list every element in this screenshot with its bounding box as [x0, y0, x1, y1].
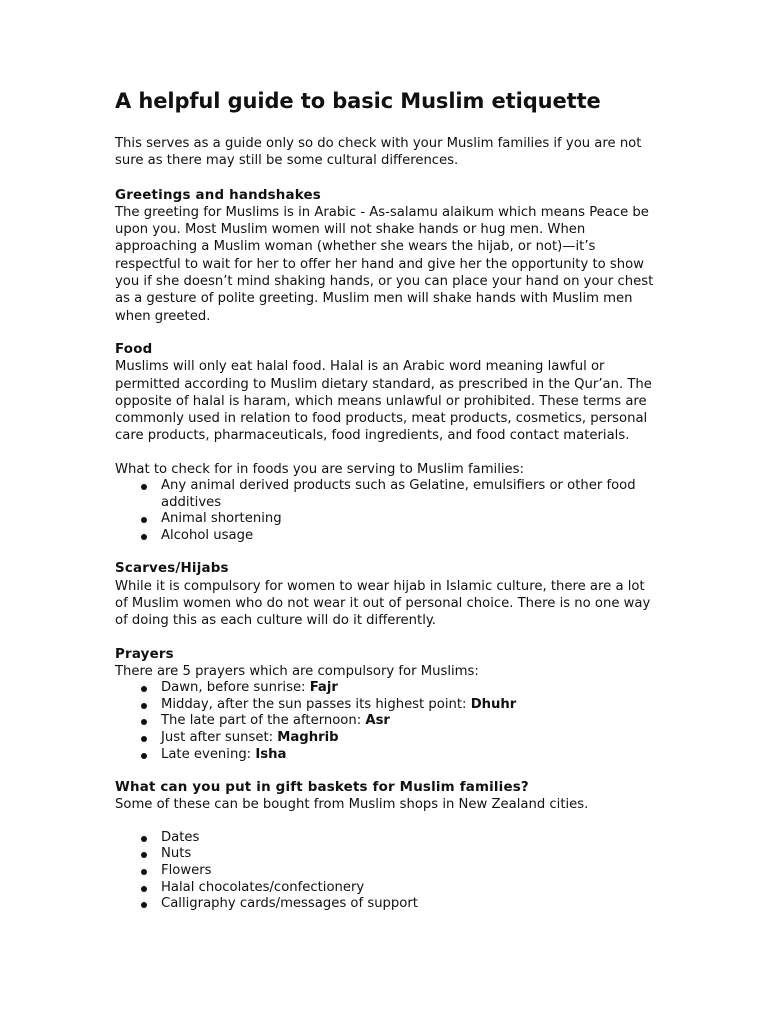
list-item	[115, 747, 655, 764]
food-paragraph: Muslims will only eat halal food. Halal is an Arabic word meaning lawful or permitted according to Muslim dietary standard, as prescribed in the Qur’an. The opposite of halal is haram, which means unlawful or prohibited. These terms are commonly used in relation to food products, meat products, cosmetics, personal care products, pharmaceuticals, food ingredients, and food contact materials.	[115, 359, 652, 444]
list-item	[115, 730, 655, 747]
food-heading: Food	[115, 341, 153, 357]
prayers-heading: Prayers	[115, 646, 174, 662]
prayer-time: Just after sunset:	[161, 729, 278, 745]
spacer	[115, 445, 655, 461]
spacer	[115, 630, 655, 646]
spacer	[115, 170, 655, 187]
scarves-paragraph: While it is compulsory for women to wear hijab in Islamic culture, there are a lot of Muslim women who do not wear it out of personal choice. There is no one way of doing this as each culture will do it differently.	[115, 578, 651, 629]
prayer-time: Dawn, before sunrise:	[161, 680, 310, 696]
scarves-heading: Scarves/Hijabs	[115, 561, 229, 577]
spacer	[115, 544, 655, 560]
gifts-heading: What can you put in gift baskets for Muslim families?	[115, 780, 529, 796]
spacer	[115, 325, 655, 341]
prayers-intro: There are 5 prayers which are compulsory for Muslims:	[115, 663, 479, 679]
food-check-list	[115, 478, 655, 544]
intro-paragraph: This serves as a guide only so do check with your Muslim families if you are not sure as there may still be some cultural differences.	[115, 136, 642, 169]
list-item	[115, 697, 655, 714]
prayer-time: Midday, after the sun passes its highest point:	[161, 696, 471, 712]
list-item	[115, 713, 655, 730]
prayer-name: Maghrib	[277, 729, 339, 745]
list-item: Nuts	[115, 846, 655, 863]
list-item: Calligraphy cards/messages of support	[115, 896, 655, 913]
prayer-time: The late part of the afternoon:	[161, 713, 366, 729]
list-item	[115, 680, 655, 697]
prayer-name: Dhuhr	[470, 696, 517, 712]
prayers-list	[115, 680, 655, 763]
gifts-intro: Some of these can be bought from Muslim shops in New Zealand cities.	[115, 797, 589, 813]
prayer-name: Fajr	[309, 680, 338, 696]
food-check-intro: What to check for in foods you are serving to Muslim families:	[115, 461, 524, 477]
list-item: Halal chocolates/confectionery	[115, 880, 655, 897]
list-item: Dates	[115, 830, 655, 847]
list-item: Any animal derived products such as Gelatine, emulsifiers or other food additives	[115, 478, 655, 511]
prayer-time: Late evening:	[161, 746, 256, 762]
spacer	[115, 814, 655, 830]
page-title: A helpful guide to basic Muslim etiquette	[115, 89, 601, 113]
spacer	[115, 763, 655, 779]
list-item: Alcohol usage	[115, 528, 655, 545]
gifts-list	[115, 830, 655, 913]
prayer-name: Isha	[255, 746, 287, 762]
greetings-paragraph: The greeting for Muslims is in Arabic - As-salamu alaikum which means Peace be upon you. Most Muslim women will not shake hands or hug men. When approaching a Muslim woman (whether she wears the hijab, or not)—it’s respectful to wait for her to offer her hand and give her the opportunity to show you if she doesn’t mind shaking hands, or you can place your hand on your chest as a gesture of polite greeting. Muslim men will shake hands with Muslim men when greeted.	[115, 204, 654, 324]
list-item: Flowers	[115, 863, 655, 880]
list-item: Animal shortening	[115, 511, 655, 528]
prayer-name: Asr	[365, 713, 390, 729]
greetings-heading: Greetings and handshakes	[115, 187, 321, 203]
document-body	[115, 86, 655, 913]
